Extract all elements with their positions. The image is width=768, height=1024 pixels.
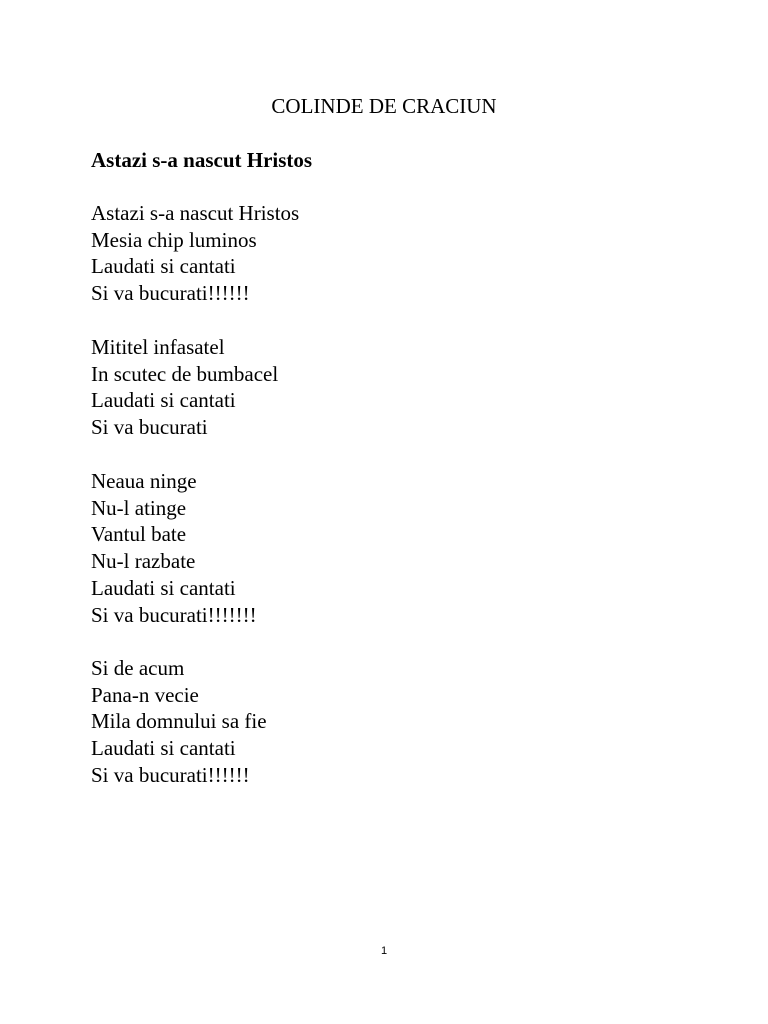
lyric-line: Si va bucurati!!!!!! — [91, 762, 250, 787]
document-title: COLINDE DE CRACIUN — [271, 94, 497, 118]
stanza-4 — [91, 655, 267, 789]
lyric-line: Neaua ninge — [91, 469, 197, 493]
lyric-line: Laudati si cantati — [91, 575, 236, 600]
lyric-line: Mititel infasatel — [91, 335, 225, 359]
lyric-line: Laudati si cantati — [91, 254, 236, 279]
lyric-line: Vantul bate — [91, 522, 187, 547]
lyric-line: Mila domnului sa fie — [91, 709, 267, 734]
lyric-line: Astazi s-a nascut Hristos — [91, 201, 300, 225]
lyric-line: Pana-n vecie — [91, 682, 199, 707]
lyric-line: Nu-l razbate — [91, 549, 196, 574]
lyric-line: In scutec de bumbacel — [91, 361, 279, 386]
stanza-1 — [91, 200, 299, 307]
stanza-2 — [91, 334, 278, 441]
lyric-line: Si va bucurati!!!!!! — [91, 281, 250, 306]
lyric-line: Mesia chip luminos — [91, 227, 257, 252]
lyric-line: Laudati si cantati — [91, 388, 236, 413]
song-title: Astazi s-a nascut Hristos — [91, 148, 313, 172]
lyric-line: Si va bucurati — [91, 415, 208, 440]
lyric-line: Si de acum — [91, 656, 185, 680]
page-number: 1 — [380, 945, 388, 957]
lyric-line: Laudati si cantati — [91, 736, 236, 761]
lyric-line: Nu-l atinge — [91, 495, 187, 520]
stanza-3 — [91, 468, 257, 628]
lyric-line: Si va bucurati!!!!!!! — [91, 602, 257, 627]
